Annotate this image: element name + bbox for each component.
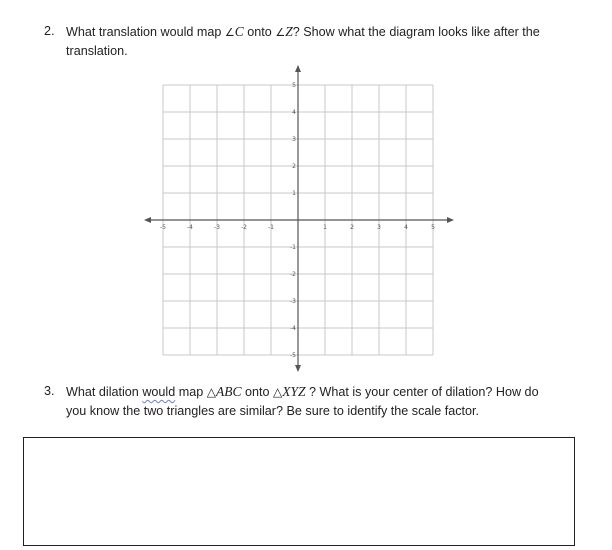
arrow-down-icon — [295, 365, 301, 372]
text-segment: map — [175, 385, 207, 399]
question-line-2: translation. — [66, 44, 128, 58]
x-tick-label: -2 — [241, 224, 247, 231]
x-tick-label: 3 — [377, 224, 381, 231]
y-tick-label: -1 — [290, 244, 296, 251]
text-segment: onto — [241, 385, 273, 399]
question-3 — [44, 382, 604, 422]
x-tick-label: 4 — [404, 224, 408, 231]
question-line-1 — [66, 22, 540, 42]
question-line-1 — [66, 382, 539, 402]
x-tick-label: -5 — [160, 224, 166, 231]
x-tick-label: 2 — [350, 224, 354, 231]
triangle-symbol: △ — [272, 385, 283, 399]
angle-c-label: C — [234, 24, 244, 39]
text-segment: ? What is your center of dilation? How do — [305, 385, 539, 399]
arrow-left-icon — [144, 217, 151, 223]
question-number: 2. — [44, 24, 55, 38]
y-tick-label: 5 — [292, 82, 296, 89]
question-text — [66, 382, 539, 421]
text-segment: What dilation — [66, 385, 143, 399]
question-line-2: you know the two triangles are similar? Be sure to identify the scale factor. — [66, 404, 479, 418]
x-tick-label: 5 — [431, 224, 435, 231]
x-tick-label: -3 — [214, 224, 220, 231]
y-tick-label: 2 — [292, 163, 296, 170]
question-number: 3. — [44, 384, 55, 398]
angle-symbol: ∠ — [275, 26, 286, 39]
y-tick-label: -4 — [290, 325, 296, 332]
y-tick-label: 3 — [292, 136, 296, 143]
x-tick-label: 1 — [323, 224, 327, 231]
y-tick-label: -2 — [290, 271, 296, 278]
angle-symbol: ∠ — [224, 26, 235, 39]
spellcheck-word[interactable]: would — [142, 385, 176, 399]
y-tick-label: 4 — [292, 109, 296, 116]
triangle-symbol: △ — [206, 385, 216, 399]
x-tick-label: -4 — [187, 224, 193, 231]
y-tick-label: -3 — [290, 298, 296, 305]
triangle-abc-label: ABC — [215, 384, 242, 399]
question-2 — [44, 22, 604, 62]
angle-z-label: Z — [285, 24, 293, 39]
answer-box[interactable] — [23, 437, 575, 546]
triangle-xyz-label: XYZ — [282, 384, 306, 399]
text-segment: ? Show what the diagram looks like after the — [292, 25, 540, 39]
question-text — [66, 22, 540, 61]
arrow-up-icon — [295, 65, 301, 72]
y-tick-label: -5 — [290, 352, 296, 359]
y-tick-label: 1 — [292, 190, 296, 197]
arrow-right-icon — [447, 217, 454, 223]
text-segment: What translation would map — [66, 25, 225, 39]
x-tick-label: -1 — [268, 224, 274, 231]
text-segment: onto — [243, 25, 276, 39]
coordinate-grid — [140, 64, 458, 374]
